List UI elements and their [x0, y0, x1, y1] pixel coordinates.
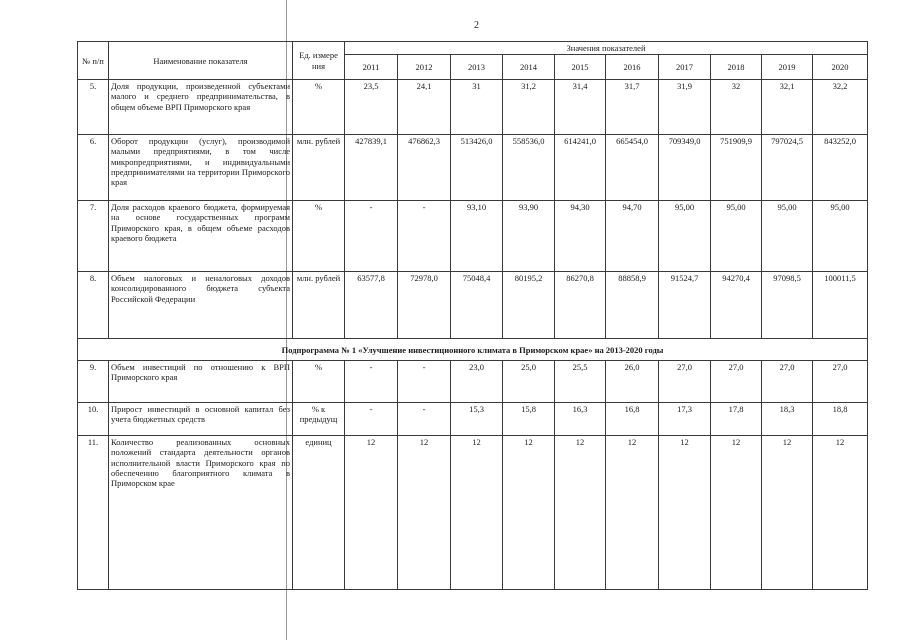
value-cell: 23,0: [451, 361, 503, 403]
value-cell: 12: [345, 436, 398, 590]
value-cell: 16,3: [555, 403, 606, 436]
table-row: [78, 361, 868, 403]
value-cell: 15,3: [451, 403, 503, 436]
indicator-name: Прирост инвестиций в основной капитал без учета бюджетных средств: [109, 403, 293, 436]
value-cell: 25,5: [555, 361, 606, 403]
indicators-table: [77, 41, 868, 590]
header-year: 2016: [606, 55, 659, 80]
value-cell: 17,3: [659, 403, 711, 436]
value-cell: 427839,1: [345, 135, 398, 201]
value-cell: 95,00: [711, 201, 762, 272]
value-cell: 63577,8: [345, 272, 398, 339]
value-cell: 94,70: [606, 201, 659, 272]
header-name: Наименование показателя: [109, 42, 293, 80]
table-row: [78, 80, 868, 135]
value-cell: 91524,7: [659, 272, 711, 339]
value-cell: 95,00: [762, 201, 813, 272]
value-cell: 843252,0: [813, 135, 868, 201]
value-cell: 94,30: [555, 201, 606, 272]
value-cell: 751909,9: [711, 135, 762, 201]
value-cell: 72978,0: [398, 272, 451, 339]
value-cell: 86270,8: [555, 272, 606, 339]
unit-cell: %: [293, 80, 345, 135]
header-year: 2014: [503, 55, 555, 80]
value-cell: 27,0: [813, 361, 868, 403]
row-number: 6.: [78, 135, 109, 201]
unit-cell: %: [293, 361, 345, 403]
value-cell: 12: [555, 436, 606, 590]
row-number: 7.: [78, 201, 109, 272]
value-cell: 31,9: [659, 80, 711, 135]
value-cell: 100011,5: [813, 272, 868, 339]
value-cell: 12: [659, 436, 711, 590]
value-cell: 614241,0: [555, 135, 606, 201]
value-cell: 95,00: [659, 201, 711, 272]
value-cell: 25,0: [503, 361, 555, 403]
header-year: 2015: [555, 55, 606, 80]
value-cell: 80195,2: [503, 272, 555, 339]
value-cell: 31,2: [503, 80, 555, 135]
row-number: 11.: [78, 436, 109, 590]
value-cell: 476862,3: [398, 135, 451, 201]
value-cell: 27,0: [659, 361, 711, 403]
subprogram-title: Подпрограмма № 1 «Улучшение инвестиционного климата в Приморском крае» на 2013-2020 годы: [78, 339, 868, 361]
value-cell: -: [398, 201, 451, 272]
value-cell: 12: [762, 436, 813, 590]
unit-cell: % к предыдущ: [293, 403, 345, 436]
value-cell: 75048,4: [451, 272, 503, 339]
header-num: № п/п: [78, 42, 109, 80]
value-cell: -: [345, 361, 398, 403]
header-year: 2019: [762, 55, 813, 80]
indicator-name: Объем инвестиций по отношению к ВРП Приморского края: [109, 361, 293, 403]
value-cell: 24,1: [398, 80, 451, 135]
table-row: [78, 403, 868, 436]
value-cell: 23,5: [345, 80, 398, 135]
header-year: 2018: [711, 55, 762, 80]
value-cell: 31,4: [555, 80, 606, 135]
value-cell: 27,0: [711, 361, 762, 403]
value-cell: 32,2: [813, 80, 868, 135]
value-cell: 18,8: [813, 403, 868, 436]
header-year: 2012: [398, 55, 451, 80]
indicator-name: Оборот продукции (услуг), производимой малыми предприятиями, в том числе микропредприятиями, и индивидуальными предпринимателями на территории Приморского края: [109, 135, 293, 201]
value-cell: 12: [451, 436, 503, 590]
value-cell: 12: [711, 436, 762, 590]
value-cell: 665454,0: [606, 135, 659, 201]
value-cell: 12: [398, 436, 451, 590]
table-row: [78, 135, 868, 201]
header-year: 2017: [659, 55, 711, 80]
table-row: [78, 436, 868, 590]
value-cell: 12: [813, 436, 868, 590]
header-year: 2020: [813, 55, 868, 80]
value-cell: 709349,0: [659, 135, 711, 201]
page-number: 2: [474, 20, 479, 31]
value-cell: 558536,0: [503, 135, 555, 201]
header-unit: Ед. измере ния: [293, 42, 345, 80]
indicator-name: Доля расходов краевого бюджета, формируемая на основе государственных программ Приморского края, в общем объеме расходов краевого бюджета: [109, 201, 293, 272]
table-row: [78, 272, 868, 339]
row-number: 5.: [78, 80, 109, 135]
value-cell: -: [345, 201, 398, 272]
value-cell: 93,10: [451, 201, 503, 272]
value-cell: 32: [711, 80, 762, 135]
value-cell: 27,0: [762, 361, 813, 403]
value-cell: 797024,5: [762, 135, 813, 201]
header-year: 2013: [451, 55, 503, 80]
table-row: [78, 201, 868, 272]
value-cell: 93,90: [503, 201, 555, 272]
value-cell: 95,00: [813, 201, 868, 272]
value-cell: 97098,5: [762, 272, 813, 339]
indicator-name: Доля продукции, произведенной субъектами малого и среднего предпринимательства, в общем объеме ВРП Приморского края: [109, 80, 293, 135]
value-cell: 31: [451, 80, 503, 135]
unit-cell: единиц: [293, 436, 345, 590]
value-cell: 12: [503, 436, 555, 590]
unit-cell: млн. рублей: [293, 135, 345, 201]
value-cell: 88858,9: [606, 272, 659, 339]
unit-cell: млн. рублей: [293, 272, 345, 339]
header-values: Значения показателей: [345, 42, 868, 55]
row-number: 10.: [78, 403, 109, 436]
value-cell: -: [345, 403, 398, 436]
value-cell: 15,8: [503, 403, 555, 436]
header-year: 2011: [345, 55, 398, 80]
unit-cell: %: [293, 201, 345, 272]
value-cell: 18,3: [762, 403, 813, 436]
value-cell: 31,7: [606, 80, 659, 135]
row-number: 9.: [78, 361, 109, 403]
value-cell: -: [398, 403, 451, 436]
indicator-name: Объем налоговых и неналоговых доходов консолидированного бюджета субъекта Российской Федерации: [109, 272, 293, 339]
value-cell: 94270,4: [711, 272, 762, 339]
indicator-name: Количество реализованных основных положений стандарта деятельности органов исполнительной власти Приморского края по обеспечению благоприятного климата в Приморском крае: [109, 436, 293, 590]
value-cell: 17,8: [711, 403, 762, 436]
value-cell: 16,8: [606, 403, 659, 436]
value-cell: -: [398, 361, 451, 403]
value-cell: 32,1: [762, 80, 813, 135]
value-cell: 12: [606, 436, 659, 590]
row-number: 8.: [78, 272, 109, 339]
value-cell: 513426,0: [451, 135, 503, 201]
value-cell: 26,0: [606, 361, 659, 403]
